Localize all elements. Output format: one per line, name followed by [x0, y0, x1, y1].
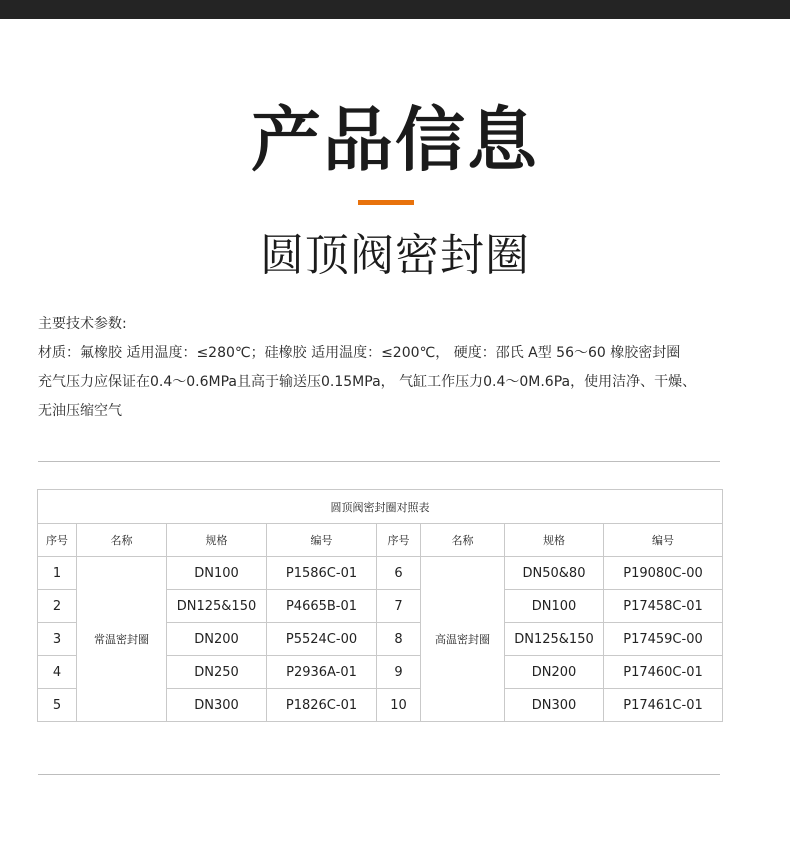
- row-number: 3: [38, 623, 77, 656]
- technical-parameters: [38, 310, 773, 426]
- seal-comparison-table: [37, 489, 723, 722]
- column-header: 编号: [604, 524, 723, 557]
- spec-cell: DN200: [167, 623, 267, 656]
- top-bar: [0, 0, 790, 19]
- row-number: 2: [38, 590, 77, 623]
- spec-cell: DN300: [167, 689, 267, 722]
- code-cell: P2936A-01: [267, 656, 377, 689]
- spec-cell: DN100: [167, 557, 267, 590]
- divider-bottom: [38, 774, 720, 775]
- product-name: 圆顶阀密封圈: [260, 230, 530, 281]
- code-cell: P1826C-01: [267, 689, 377, 722]
- code-cell: P4665B-01: [267, 590, 377, 623]
- spec-cell: DN200: [505, 656, 604, 689]
- row-number: 4: [38, 656, 77, 689]
- code-cell: P1586C-01: [267, 557, 377, 590]
- params-line: 材质：氟橡胶 适用温度：≤280℃；硅橡胶 适用温度：≤200℃， 硬度：邵氏 A型 56～60 橡胶密封圈: [38, 345, 681, 361]
- code-cell: P17459C-00: [604, 623, 723, 656]
- normal-temp-seal-name: 常温密封圈: [77, 557, 167, 722]
- column-header: 编号: [267, 524, 377, 557]
- high-temp-seal-name: 高温密封圈: [421, 557, 505, 722]
- params-heading: 主要技术参数:: [38, 316, 127, 332]
- spec-cell: DN100: [505, 590, 604, 623]
- code-cell: P19080C-00: [604, 557, 723, 590]
- row-number: 5: [38, 689, 77, 722]
- column-header: 名称: [421, 524, 505, 557]
- table-row: [38, 557, 723, 590]
- spec-cell: DN125&150: [167, 590, 267, 623]
- column-header: 序号: [38, 524, 77, 557]
- code-cell: P17461C-01: [604, 689, 723, 722]
- code-cell: P17460C-01: [604, 656, 723, 689]
- table-caption: 圆顶阀密封圈对照表: [38, 490, 723, 524]
- spec-cell: DN300: [505, 689, 604, 722]
- code-cell: P5524C-00: [267, 623, 377, 656]
- table-header-row: [38, 524, 723, 557]
- column-header: 规格: [167, 524, 267, 557]
- row-number: 7: [377, 590, 421, 623]
- row-number: 6: [377, 557, 421, 590]
- row-number: 9: [377, 656, 421, 689]
- column-header: 规格: [505, 524, 604, 557]
- column-header: 序号: [377, 524, 421, 557]
- row-number: 10: [377, 689, 421, 722]
- column-header: 名称: [77, 524, 167, 557]
- spec-cell: DN50&80: [505, 557, 604, 590]
- title-accent-divider: [358, 200, 414, 205]
- params-line: 充气压力应保证在0.4～0.6MPa且高于输送压0.15MPa， 气缸工作压力0.4～0M.6Pa，使用洁净、干燥、: [38, 374, 697, 390]
- code-cell: P17458C-01: [604, 590, 723, 623]
- row-number: 1: [38, 557, 77, 590]
- page-title: 产品信息: [251, 99, 539, 181]
- spec-cell: DN125&150: [505, 623, 604, 656]
- row-number: 8: [377, 623, 421, 656]
- spec-cell: DN250: [167, 656, 267, 689]
- divider-top: [38, 461, 720, 462]
- params-line: 无油压缩空气: [38, 403, 122, 419]
